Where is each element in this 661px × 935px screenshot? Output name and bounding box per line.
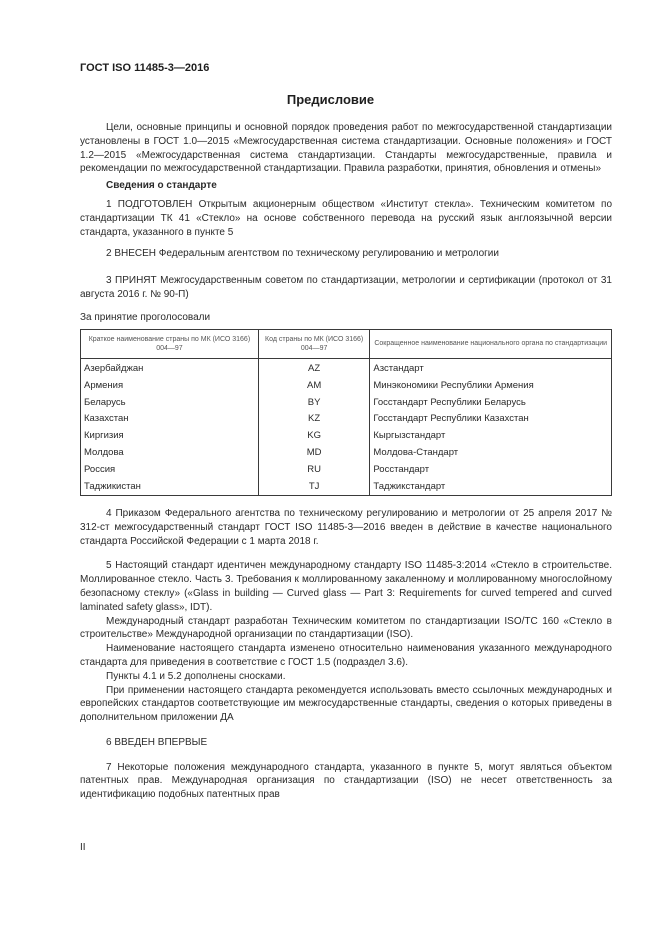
intro-paragraph: Цели, основные принципы и основной порядок проведения работ по межгосударственной стандартизации установлены в ГОСТ 1.0—2015 «Межгосударственная система стандартизации. Основные положения» и ГОСТ 1.2—2015 «Межгосударственная система стандартизации. Стандарты межгосударственные, правила и рекомендации по межгосударственной стандартизации. Правила разработки, принятия, обновления и отмены» [80, 122, 612, 175]
organization-cell: Таджикстандарт [370, 478, 612, 495]
code-cell: AZ [258, 358, 370, 377]
item-5-name-change-paragraph: Наименование настоящего стандарта изменено относительно наименования указанного международного стандарта для приведения в соответствие с ГОСТ 1.5 (подраздел 3.6). [80, 643, 612, 668]
page-number: II [80, 842, 86, 853]
country-cell: Молдова [81, 445, 259, 462]
column-header-organization: Сокращенное наименование национального органа по стандартизации [370, 329, 612, 358]
table-row [81, 411, 612, 428]
code-cell: MD [258, 445, 370, 462]
organization-cell: Росстандарт [370, 461, 612, 478]
table-row [81, 428, 612, 445]
voting-countries-table [80, 329, 612, 496]
vote-table-caption: За принятие проголосовали [80, 311, 211, 323]
code-cell: AM [258, 377, 370, 394]
item-4-paragraph: 4 Приказом Федерального агентства по техническому регулированию и метрологии от 25 апреля 2017 № 312-ст межгосударственный стандарт ГОСТ ISO 11485-3—2016 введен в действие в качестве национального стандарта Российской Федерации с 1 марта 2018 г. [80, 507, 612, 547]
code-cell: BY [258, 394, 370, 411]
item-3-paragraph: 3 ПРИНЯТ Межгосударственным советом по стандартизации, метрологии и сертификации (протокол от 31 августа 2016 г. № 90-П) [80, 275, 612, 300]
item-5-developer-paragraph: Международный стандарт разработан Техническим комитетом по стандартизации ISO/TC 160 «Стекло в строительстве» Международной организации по стандартизации (ISO). [80, 615, 612, 641]
organization-cell: Минэкономики Республики Армения [370, 377, 612, 394]
country-cell: Киргизия [81, 428, 259, 445]
country-cell: Казахстан [81, 411, 259, 428]
item-5-footnotes-paragraph: Пункты 4.1 и 5.2 дополнены сносками. [106, 670, 286, 682]
table-row [81, 461, 612, 478]
item-1-paragraph: 1 ПОДГОТОВЛЕН Открытым акционерным обществом «Институт стекла». Техническим комитетом по стандартизации ТК 41 «Стекло» на основе собственного перевода на русский язык англоязычной версии стандарта, указанного в пункте 5 [80, 198, 612, 238]
column-header-code: Код страны по МК (ИСО 3166) 004—97 [258, 329, 370, 358]
section-subheading: Сведения о стандарте [106, 180, 217, 192]
country-cell: Беларусь [81, 394, 259, 411]
table-header-row [81, 329, 612, 358]
country-cell: Таджикистан [81, 478, 259, 495]
item-6-paragraph: 6 ВВЕДЕН ВПЕРВЫЕ [106, 736, 208, 748]
table-row [81, 445, 612, 462]
table-row [81, 394, 612, 411]
organization-cell: Кыргызстандарт [370, 428, 612, 445]
organization-cell: Азстандарт [370, 358, 612, 377]
code-cell: KZ [258, 411, 370, 428]
table-row [81, 377, 612, 394]
organization-cell: Госстандарт Республики Беларусь [370, 394, 612, 411]
document-body [80, 121, 612, 802]
table-row [81, 358, 612, 377]
item-7-paragraph: 7 Некоторые положения международного стандарта, указанного в пункте 5, могут являться объектом патентных прав. Международная организация по стандартизации (ISO) не несет ответственность за идентификацию подобных патентных прав [80, 761, 612, 801]
item-5-paragraph: 5 Настоящий стандарт идентичен международному стандарту ISO 11485-3:2014 «Стекло в строительстве. Моллированное стекло. Часть 3. Требования к моллированному закаленному и моллированному многослойному безопасному стеклу» («Glass in building — Curved glass — Part 3: Requirements for curved tempered and curved laminated safety glass», IDT). [80, 560, 612, 613]
table-row [81, 478, 612, 495]
page-title: Предисловие [286, 92, 375, 107]
item-2-paragraph: 2 ВНЕСЕН Федеральным агентством по техническому регулированию и метрологии [106, 248, 499, 260]
column-header-country: Краткое наименование страны по МК (ИСО 3166) 004—97 [81, 329, 259, 358]
item-5-references-paragraph: При применении настоящего стандарта рекомендуется использовать вместо ссылочных международных и европейских стандартов соответствующие им межгосударственные стандарты, сведения о которых приведены в дополнительном приложении ДА [80, 684, 612, 724]
country-cell: Россия [81, 461, 259, 478]
country-cell: Азербайджан [81, 358, 259, 377]
code-cell: RU [258, 461, 370, 478]
standard-code-header: ГОСТ ISO 11485-3—2016 [80, 62, 210, 74]
organization-cell: Госстандарт Республики Казахстан [370, 411, 612, 428]
organization-cell: Молдова-Стандарт [370, 445, 612, 462]
code-cell: KG [258, 428, 370, 445]
code-cell: TJ [258, 478, 370, 495]
country-cell: Армения [81, 377, 259, 394]
